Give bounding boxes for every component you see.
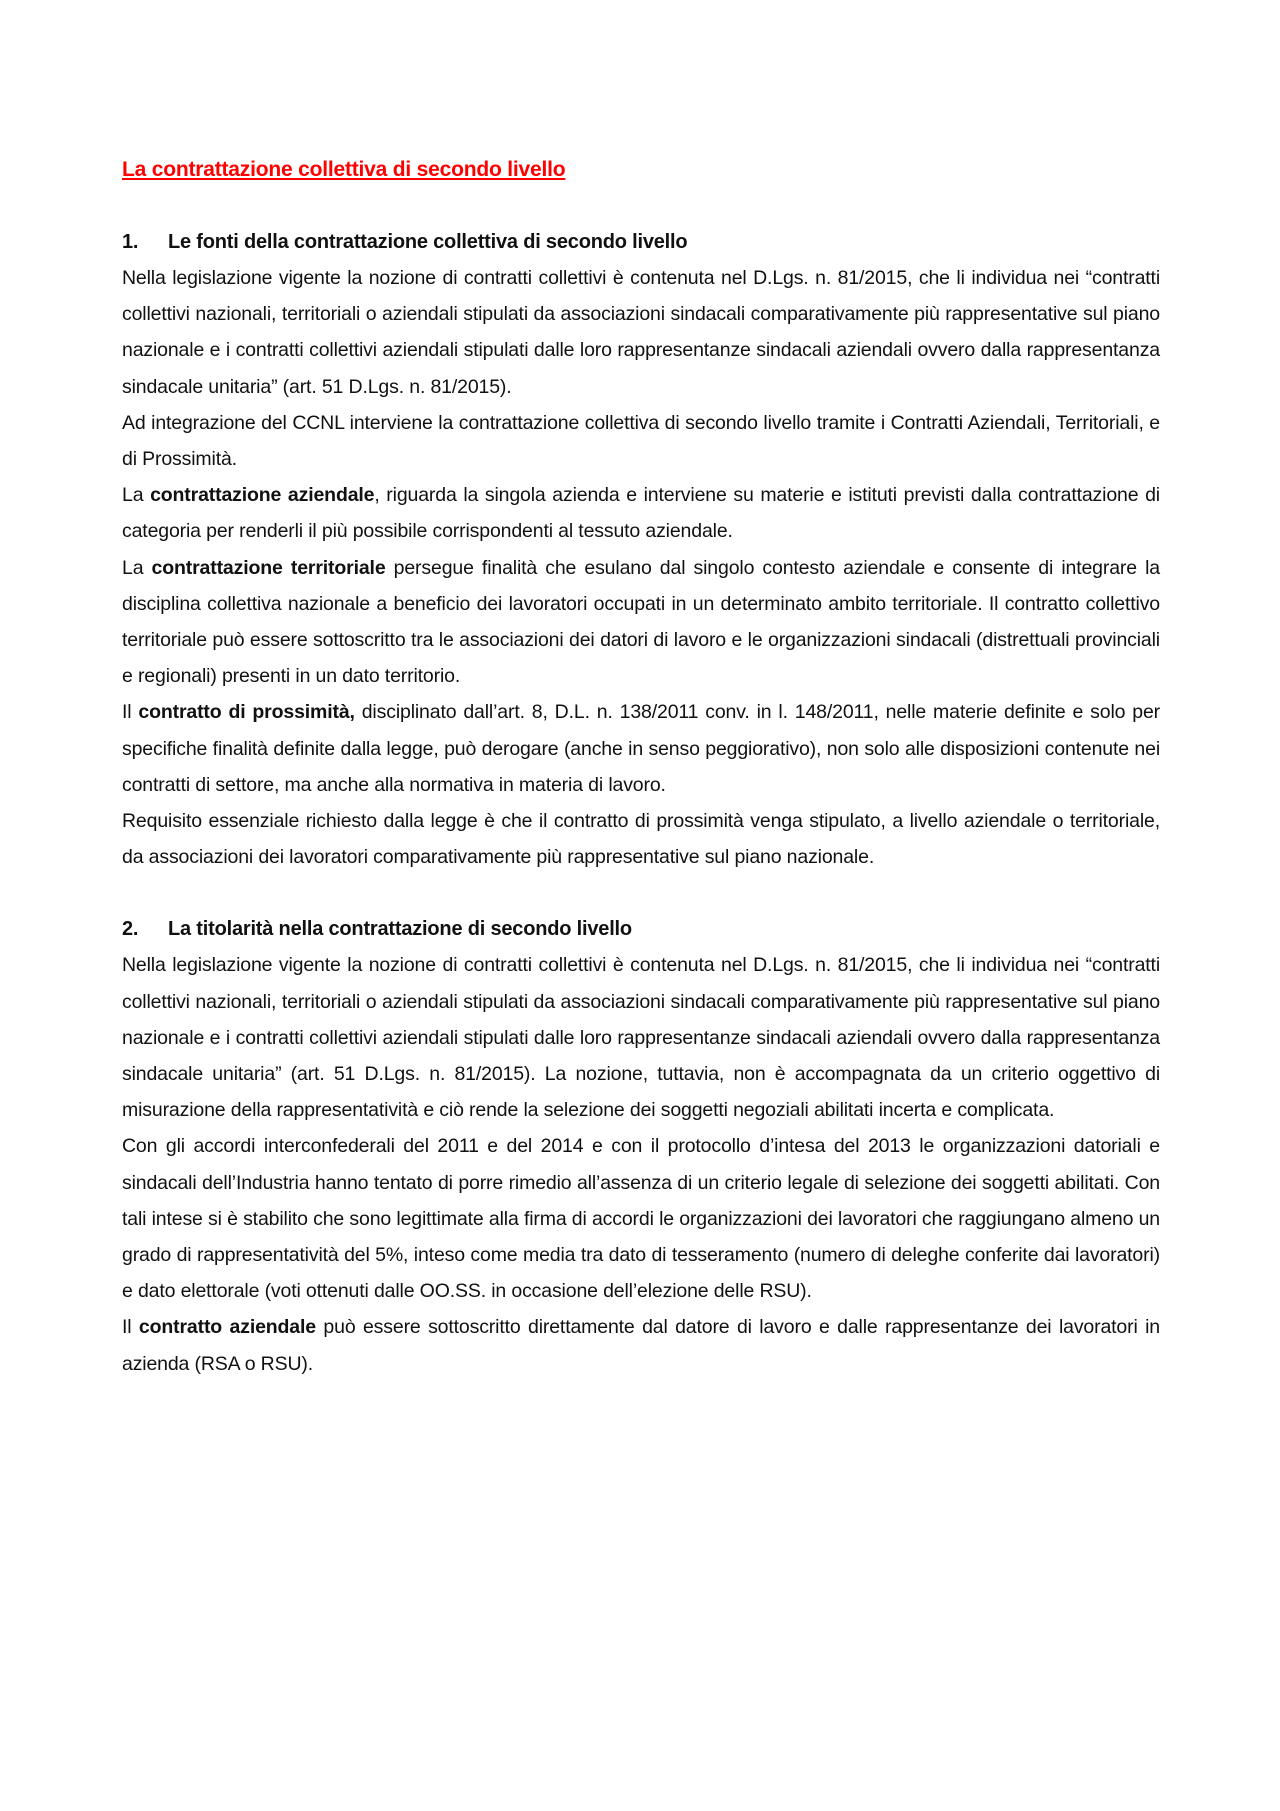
- paragraph-text: Ad integrazione del CCNL interviene la contrattazione collettiva di secondo livello tramite i Contratti Aziendali, Territoriali, e di Prossimità.: [122, 411, 1160, 471]
- paragraph: [122, 694, 1160, 803]
- bold-term: contrattazione aziendale: [150, 484, 375, 507]
- paragraph-text: Con gli accordi interconfederali del 2011 e del 2014 e con il protocollo d’intesa del 2013 le organizzazioni datoriali e sindacali dell’Industria hanno tentato di porre rimedio all’assenza di un criterio legale di selezione dei soggetti abilitati. Con tali intese si è stabilito che sono legittimate alla firma di accordi le organizzazioni dei lavoratori che raggiungano almeno un grado di rappresentatività del 5%, inteso come media tra dato di tesseramento (numero di deleghe conferite dai lavoratori) e dato elettorale (voti ottenuti dalle OO.SS. in occasione dell’elezione delle RSU).: [122, 1135, 1160, 1303]
- section-heading-text: Le fonti della contrattazione collettiva di secondo livello: [168, 231, 688, 253]
- section-heading: [122, 911, 1160, 947]
- paragraph: [122, 550, 1160, 695]
- bold-term: contrattazione territoriale: [151, 556, 386, 579]
- section-number: 2.: [122, 918, 139, 941]
- paragraph-prefix: Il: [122, 701, 139, 724]
- paragraph-text: , riguarda la singola azienda e interviene su materie e istituti previsti dalla contrattazione di categoria per renderli il più possibile corrispondenti al tessuto aziendale.: [122, 484, 1160, 543]
- section-number: 1.: [122, 231, 139, 253]
- paragraph: [122, 947, 1160, 1128]
- section-heading: [122, 224, 1160, 260]
- document-title: La contrattazione collettiva di secondo livello: [122, 158, 566, 181]
- bold-term: contratto aziendale: [138, 1316, 316, 1339]
- paragraph-prefix: La: [122, 484, 151, 507]
- paragraph-text: disciplinato dall’art. 8, D.L. n. 138/2011 conv. in l. 148/2011, nelle materie definite e solo per specifiche finalità definite dalla legge, può derogare (anche in senso peggiorativo), non solo alle disposizioni contenute nei contratti di settore, ma anche alla normativa in materia di lavoro.: [122, 701, 1161, 796]
- paragraph: [122, 1128, 1160, 1309]
- paragraph-prefix: Il: [122, 1316, 139, 1339]
- section-spacer: [122, 875, 1160, 911]
- paragraph: [122, 803, 1160, 875]
- section-fonti: [122, 224, 1160, 875]
- paragraph: [122, 260, 1160, 405]
- paragraph-text: Requisito essenziale richiesto dalla legge è che il contratto di prossimità venga stipulato, a livello aziendale o territoriale, da associazioni dei lavoratori comparativamente più rappresentative sul piano nazionale.: [122, 810, 1160, 869]
- paragraph: [122, 405, 1160, 477]
- paragraph: [122, 1309, 1160, 1381]
- section-heading-text: La titolarità nella contrattazione di secondo livello: [168, 918, 632, 941]
- section-titolarita: [122, 911, 1160, 1381]
- document-page: [122, 152, 1160, 1382]
- paragraph-text: Nella legislazione vigente la nozione di contratti collettivi è contenuta nel D.Lgs. n. 81/2015, che li individua nei “contratti collettivi nazionali, territoriali o aziendali stipulati da associazioni sindacali comparativamente più rappresentative sul piano nazionale e i contratti collettivi aziendali stipulati dalle loro rappresentanze sindacali aziendali ovvero dalla rappresentanza sindacale unitaria” (art. 51 D.Lgs. n. 81/2015).: [122, 267, 1160, 398]
- paragraph-prefix: La: [122, 556, 152, 579]
- bold-term: contratto di prossimità,: [138, 701, 355, 724]
- paragraph: [122, 477, 1160, 549]
- paragraph-text: Nella legislazione vigente la nozione di contratti collettivi è contenuta nel D.Lgs. n. 81/2015, che li individua nei “contratti collettivi nazionali, territoriali o aziendali stipulati da associazioni sindacali comparativamente più rappresentative sul piano nazionale e i contratti collettivi aziendali stipulati dalle loro rappresentanze sindacali aziendali ovvero dalla rappresentanza sindacale unitaria” (art. 51 D.Lgs. n. 81/2015). La nozione, tuttavia, non è accompagnata da un criterio oggettivo di misurazione della rappresentatività e ciò rende la selezione dei soggetti negoziali abilitati incerta e complicata.: [122, 954, 1160, 1122]
- paragraph-text: può essere sottoscritto direttamente dal datore di lavoro e dalle rappresentanze dei lavoratori in azienda (RSA o RSU).: [122, 1316, 1160, 1375]
- paragraph-text: persegue finalità che esulano dal singolo contesto aziendale e consente di integrare la disciplina collettiva nazionale a beneficio dei lavoratori occupati in un determinato ambito territoriale. Il contratto collettivo territoriale può essere sottoscritto tra le associazioni dei datori di lavoro e le organizzazioni sindacali (distrettuali provinciali e regionali) presenti in un dato territorio.: [122, 556, 1160, 688]
